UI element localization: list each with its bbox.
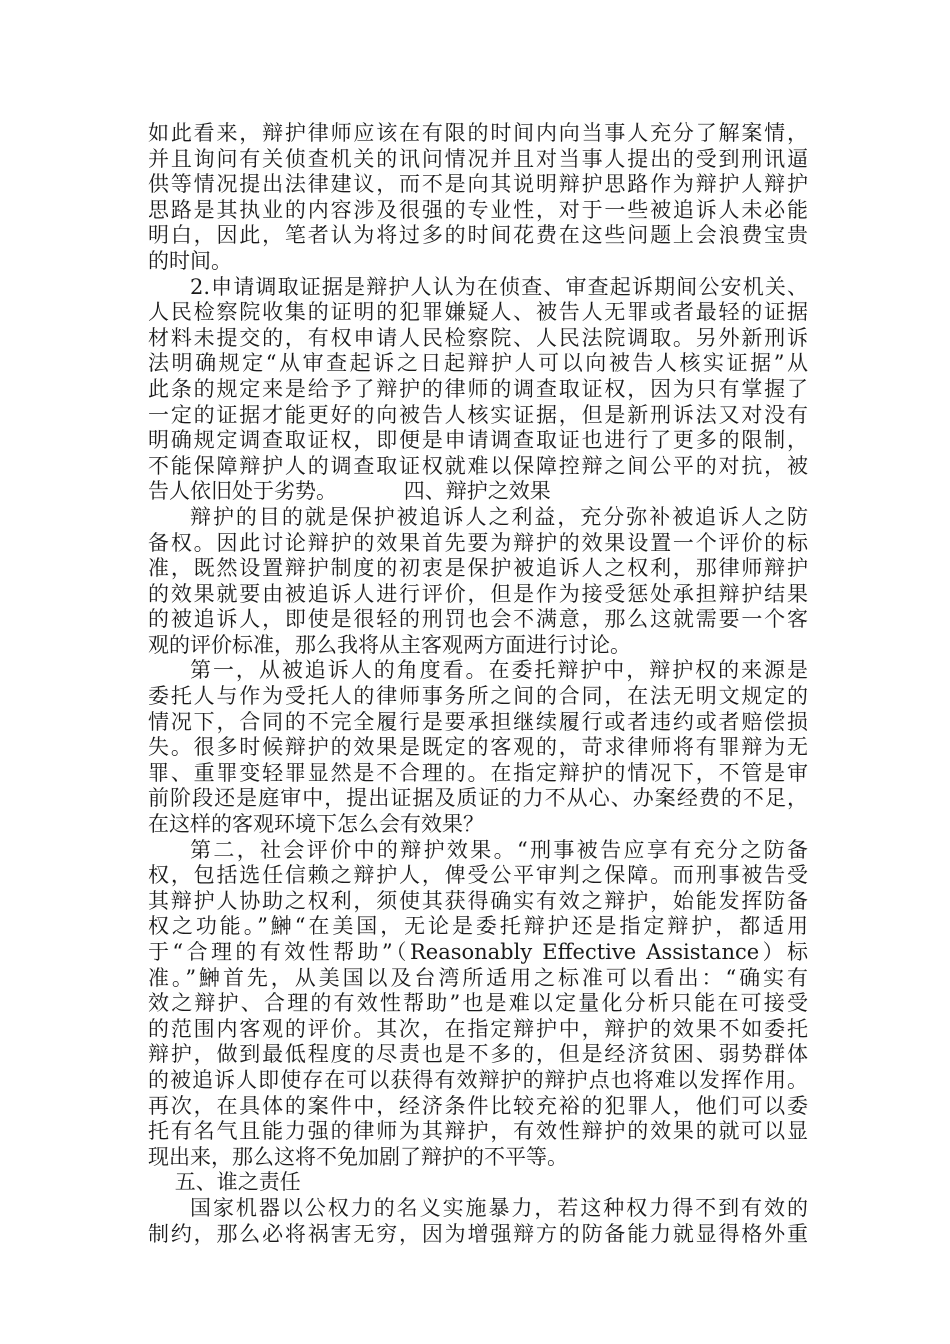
text-line: 的效果就要由被追诉人进行评价，但是作为接受惩处承担辩护结果 [148, 581, 808, 606]
text-line: 五、谁之责任 [148, 1170, 301, 1195]
text-line: 并且询问有关侦查机关的讯问情况并且对当事人提出的受到刑讯逼 [148, 146, 808, 171]
text-line: 现出来，那么这将不免加剧了辩护的不平等。 [148, 1144, 568, 1169]
text-line: 人民检察院收集的证明的犯罪嫌疑人、被告人无罪或者最轻的证据 [148, 300, 808, 325]
text-line: 观的评价标准，那么我将从主客观两方面进行讨论。 [148, 632, 631, 657]
text-line: 明白，因此，笔者认为将过多的时间花费在这些问题上会浪费宝贵 [148, 223, 808, 248]
text-line: 思路是其执业的内容涉及很强的专业性，对于一些被追诉人未必能 [148, 197, 808, 222]
text-line: 第二，社会评价中的辩护效果。“刑事被告应享有充分之防备 [190, 837, 808, 862]
text-line: 效之辩护、合理的有效性帮助”也是难以定量化分析只能在可接受 [148, 991, 808, 1016]
text-line: 一定的证据才能更好的向被告人核实证据，但是新刑诉法又对没有 [148, 402, 808, 427]
text-line: 于“合理的有效性帮助”（Reasonably Effective Assistance）标 [148, 940, 808, 964]
text-line: 的被追诉人即使存在可以获得有效辩护的辩护点也将难以发挥作用。 [148, 1067, 808, 1092]
text-line: 辩护，做到最低程度的尽责也是不多的，但是经济贫困、弱势群体 [148, 1042, 808, 1067]
text-line: 2.申请调取证据是辩护人认为在侦查、审查起诉期间公安机关、 [190, 274, 808, 299]
text-line: 准。”鰰首先，从美国以及台湾所适用之标准可以看出：“确实有 [148, 965, 808, 990]
text-line: 备权。因此讨论辩护的效果首先要为辩护的效果设置一个评价的标 [148, 530, 808, 555]
text-line: 如此看来，辩护律师应该在有限的时间内向当事人充分了解案情， [148, 121, 808, 145]
text-line: 托有名气且能力强的律师为其辩护，有效性辩护的效果的就可以显 [148, 1119, 808, 1144]
text-line: 国家机器以公权力的名义实施暴力，若这种权力得不到有效的 [190, 1195, 808, 1220]
text-line: 制约，那么必将祸害无穷，因为增强辩方的防备能力就显得格外重 [148, 1221, 808, 1246]
text-line: 在这样的客观环境下怎么会有效果？ [148, 812, 484, 837]
text-line: 再次，在具体的案件中，经济条件比较充裕的犯罪人，他们可以委 [148, 1093, 808, 1118]
text-line: 第一，从被追诉人的角度看。在委托辩护中，辩护权的来源是 [190, 658, 808, 683]
text-line: 情况下，合同的不完全履行是要承担继续履行或者违约或者赔偿损 [148, 709, 808, 734]
text-line: 供等情况提出法律建议，而不是向其说明辩护思路作为辩护人辩护 [148, 172, 808, 197]
text-line: 权之功能。”鰰“在美国，无论是委托辩护还是指定辩护，都适用 [148, 914, 808, 939]
text-line: 明确规定调查取证权，即便是申请调查取证也进行了更多的限制， [148, 428, 808, 453]
text-line: 罪、重罪变轻罪显然是不合理的。在指定辩护的情况下，不管是审 [148, 760, 808, 785]
text-line: 法明确规定“从审查起诉之日起辩护人可以向被告人核实证据”从 [148, 351, 808, 376]
text-line: 委托人与作为受托人的律师事务所之间的合同，在法无明文规定的 [148, 684, 808, 709]
text-line: 材料未提交的，有权申请人民检察院、人民法院调取。另外新刑诉 [148, 325, 808, 350]
text-line: 的范围内客观的评价。其次，在指定辩护中，辩护的效果不如委托 [148, 1016, 808, 1041]
text-line: 前阶段还是庭审中，提出证据及质证的力不从心、办案经费的不足， [148, 786, 808, 811]
text-line: 告人依旧处于劣势。 四、辩护之效果 [148, 479, 551, 504]
text-line: 的时间。 [148, 248, 232, 273]
text-line: 其辩护人协助之权利，须使其获得确实有效之辩护，始能发挥防备 [148, 888, 808, 913]
text-line: 的被追诉人，即使是很轻的刑罚也会不满意，那么这就需要一个客 [148, 607, 808, 632]
text-line: 不能保障辩护人的调查取证权就难以保障控辩之间公平的对抗，被 [148, 453, 808, 478]
text-line: 准，既然设置辩护制度的初衷是保护被追诉人之权利，那律师辩护 [148, 556, 808, 581]
text-line: 此条的规定来是给予了辩护的律师的调查取证权，因为只有掌握了 [148, 376, 808, 401]
document-page [148, 121, 808, 1247]
text-line: 辩护的目的就是保护被追诉人之利益，充分弥补被追诉人之防 [190, 504, 808, 529]
text-line: 失。很多时候辩护的效果是既定的客观的，苛求律师将有罪辩为无 [148, 735, 808, 760]
text-line: 权，包括选任信赖之辩护人，俾受公平审判之保障。而刑事被告受 [148, 863, 808, 888]
